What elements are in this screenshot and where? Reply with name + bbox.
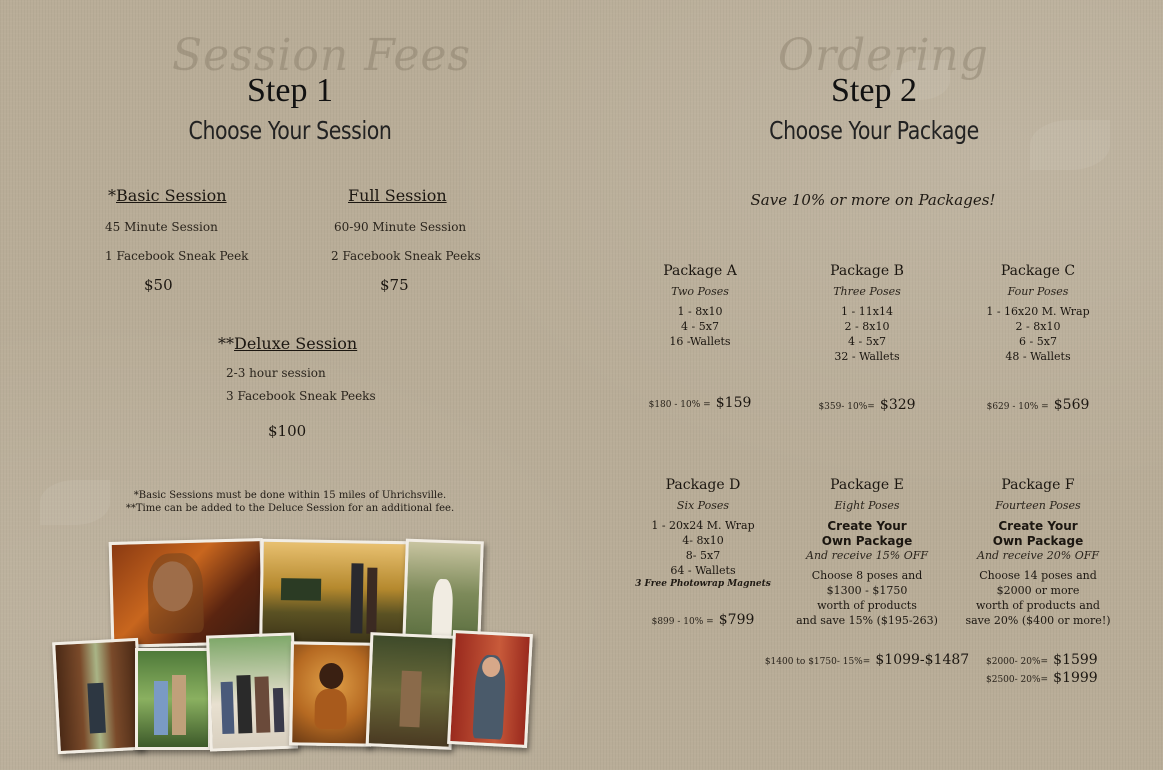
full-session-price: $75 xyxy=(380,276,409,294)
package-c-price-final: $569 xyxy=(1053,397,1090,413)
package-c-line: 2 - 8x10 xyxy=(1015,320,1061,333)
package-f-price xyxy=(986,649,1156,668)
package-b-line: 1 - 11x14 xyxy=(841,305,893,318)
deluxe-session-title xyxy=(218,334,357,353)
basic-session-price: $50 xyxy=(144,276,173,294)
package-e-sub: Eight Poses xyxy=(834,499,900,512)
package-a xyxy=(640,263,760,349)
package-a-line: 4 - 5x7 xyxy=(681,320,719,333)
package-b-price-calc: $359- 10%= xyxy=(818,402,875,412)
package-f-create: Create Your xyxy=(998,519,1078,533)
package-b-line: 32 - Wallets xyxy=(834,350,900,363)
package-d-extra: 3 Free Photowrap Magnets xyxy=(635,579,771,589)
package-e-receive: And receive 15% OFF xyxy=(806,549,928,562)
package-b-title: Package B xyxy=(830,263,904,279)
basic-session-line-1: 45 Minute Session xyxy=(105,220,218,234)
package-f-price-final-2: $1999 xyxy=(1053,670,1098,686)
note-basic: *Basic Sessions must be done within 15 miles of Uhrichsville. xyxy=(133,490,447,501)
package-f-title: Package F xyxy=(1001,477,1075,493)
package-e-create: Create Your xyxy=(827,519,907,533)
photo-child-leaves xyxy=(289,641,373,746)
package-e-price-calc: $1400 to $1750- 15%= xyxy=(764,657,871,667)
package-e xyxy=(792,477,942,628)
note-deluxe: **Time can be added to the Deluce Session for an additional fee. xyxy=(125,503,455,514)
package-f-price-2 xyxy=(986,667,1156,686)
package-b-price xyxy=(787,394,947,413)
basic-session-title xyxy=(108,186,227,205)
session-notes xyxy=(90,489,490,515)
package-c-price xyxy=(958,394,1118,413)
package-e-line: and save 15% ($195-263) xyxy=(796,614,938,627)
package-b-line: 2 - 8x10 xyxy=(844,320,890,333)
basic-session-label: Basic Session xyxy=(116,186,227,205)
step-2-heading: Step 2 xyxy=(831,72,917,109)
package-a-line: 1 - 8x10 xyxy=(677,305,723,318)
photo-couple-garden xyxy=(135,648,211,750)
deluxe-session-price: $100 xyxy=(268,422,307,440)
package-d xyxy=(630,477,776,589)
package-a-title: Package A xyxy=(663,263,737,279)
package-f-line: Choose 14 poses and xyxy=(979,569,1097,582)
package-e-create: Own Package xyxy=(821,534,913,548)
package-d-line: 4- 8x10 xyxy=(682,534,724,547)
package-f xyxy=(962,477,1114,628)
step-1-subtitle-wrap xyxy=(140,116,440,145)
package-f-price-calc: $2000- 20%= xyxy=(986,657,1049,667)
photo-autumn-girl xyxy=(109,538,266,648)
package-d-price-final: $799 xyxy=(718,612,755,628)
package-e-title: Package E xyxy=(830,477,904,493)
full-session-title: Full Session xyxy=(348,186,447,205)
package-a-sub: Two Poses xyxy=(671,285,729,298)
deluxe-session-label: Deluxe Session xyxy=(234,334,358,353)
basic-session-prefix: * xyxy=(108,186,116,205)
package-f-receive: And receive 20% OFF xyxy=(977,549,1099,562)
step-1-subtitle: Choose Your Session xyxy=(188,116,392,145)
photo-family-group xyxy=(206,632,298,751)
package-d-line: 64 - Wallets xyxy=(670,564,736,577)
package-e-price-final: $1099-$1487 xyxy=(875,652,970,668)
package-b-price-final: $329 xyxy=(879,397,916,413)
deluxe-session-prefix: ** xyxy=(218,334,234,353)
package-e-line: $1300 - $1750 xyxy=(826,584,908,597)
package-e-line: Choose 8 poses and xyxy=(811,569,923,582)
basic-session-line-2: 1 Facebook Sneak Peek xyxy=(105,249,249,263)
package-a-price xyxy=(620,392,780,411)
package-e-line: worth of products xyxy=(817,599,917,612)
photo-boy-fence xyxy=(366,632,457,750)
package-c xyxy=(968,263,1108,364)
full-session-line-1: 60-90 Minute Session xyxy=(334,220,467,234)
package-c-line: 48 - Wallets xyxy=(1005,350,1071,363)
package-f-line: worth of products and xyxy=(976,599,1100,612)
package-d-line: 1 - 20x24 M. Wrap xyxy=(651,519,755,532)
package-f-line: $2000 or more xyxy=(996,584,1080,597)
package-e-price xyxy=(762,649,972,668)
photo-girl-barn-door xyxy=(447,630,533,748)
deluxe-session-line-2: 3 Facebook Sneak Peeks xyxy=(226,389,376,403)
package-a-line: 16 -Wallets xyxy=(669,335,731,348)
package-d-title: Package D xyxy=(665,477,741,493)
package-f-price-calc-2: $2500- 20%= xyxy=(986,675,1049,685)
deluxe-session-line-1: 2-3 hour session xyxy=(226,366,326,380)
package-d-line: 8- 5x7 xyxy=(685,549,721,562)
package-b-sub: Three Poses xyxy=(833,285,901,298)
step-2-subtitle: Choose Your Package xyxy=(769,116,979,145)
photo-couple-tractor xyxy=(259,539,409,648)
package-c-price-calc: $629 - 10% = xyxy=(986,402,1049,412)
package-b xyxy=(807,263,927,364)
package-d-price xyxy=(623,609,783,628)
package-f-line: save 20% ($400 or more!) xyxy=(965,614,1111,627)
package-f-create: Own Package xyxy=(992,534,1084,548)
package-c-line: 1 - 16x20 M. Wrap xyxy=(986,305,1090,318)
ordering-watermark: Ordering xyxy=(778,30,989,81)
package-a-price-final: $159 xyxy=(715,395,752,411)
package-a-price-calc: $180 - 10% = xyxy=(648,400,711,410)
package-c-sub: Four Poses xyxy=(1007,285,1069,298)
package-f-price-final: $1599 xyxy=(1053,652,1098,668)
session-fees-watermark: Session Fees xyxy=(172,30,472,81)
photo-doorway-dog xyxy=(52,638,144,754)
package-d-sub: Six Poses xyxy=(676,499,730,512)
step-1-heading: Step 1 xyxy=(247,72,333,109)
package-f-sub: Fourteen Poses xyxy=(995,499,1081,512)
package-b-line: 4 - 5x7 xyxy=(848,335,886,348)
step-2-subtitle-wrap xyxy=(724,116,1024,145)
packages-tagline: Save 10% or more on Packages! xyxy=(750,191,996,209)
floral-decoration xyxy=(1030,120,1110,170)
package-c-line: 6 - 5x7 xyxy=(1019,335,1057,348)
package-c-title: Package C xyxy=(1000,263,1076,279)
full-session-line-2: 2 Facebook Sneak Peeks xyxy=(331,249,481,263)
package-d-price-calc: $899 - 10% = xyxy=(651,617,714,627)
